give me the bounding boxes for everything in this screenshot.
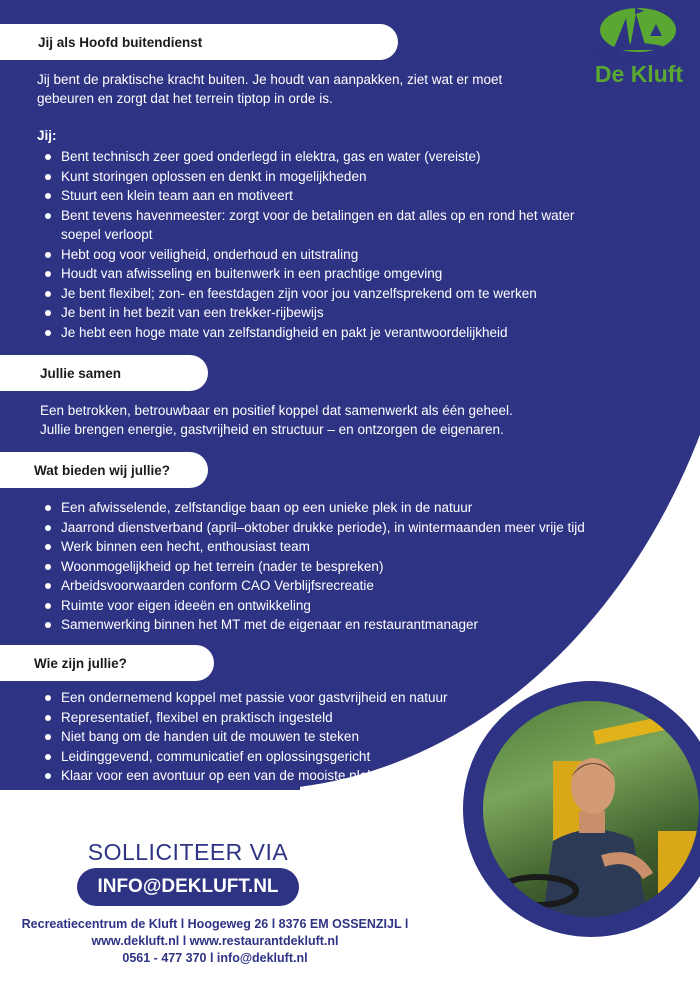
- footer-websites[interactable]: www.dekluft.nl l www.restaurantdekluft.nl: [91, 934, 339, 948]
- footer-contact: [0, 916, 430, 967]
- section-heading-text: Wat bieden wij jullie?: [34, 462, 171, 478]
- role-requirements-list: [35, 147, 575, 342]
- section-heading-role: [0, 24, 398, 60]
- section-heading-offer: [0, 452, 208, 488]
- together-line: Jullie brengen energie, gastvrijheid en structuur – en ontzorgen de eigenaren.: [40, 422, 504, 437]
- footer-address: Recreatiecentrum de Kluft l Hoogeweg 26 l 8376 EM OSSENZIJL l: [21, 917, 409, 931]
- logo-name: De Kluft: [594, 61, 684, 87]
- section-heading-text: Jij als Hoofd buitendienst: [38, 34, 203, 50]
- list-item: Arbeidsvoorwaarden conform CAO Verblijfsrecreatie: [35, 576, 635, 596]
- apply-heading: SOLLICITEER VIA: [87, 839, 289, 865]
- role-intro-line: gebeuren en zorgt dat het terrein tiptop in orde is.: [37, 91, 333, 106]
- list-item: Je bent flexibel; zon- en feestdagen zijn voor jou vanzelfsprekend om te werken: [35, 284, 575, 304]
- logo-tagline: RECREATIECENTRUM: [597, 52, 681, 59]
- list-item: Klaar voor een avontuur op een van de mooiste plekken van Nederland: [35, 766, 455, 805]
- section-heading-together: [0, 355, 208, 391]
- profile-photo: [483, 701, 699, 917]
- logo: [584, 6, 694, 90]
- offer-list: [35, 498, 635, 635]
- person-on-tractor-image: [483, 701, 699, 917]
- role-intro: [37, 70, 557, 108]
- list-item: Leidinggevend, communicatief en oplossingsgericht: [35, 747, 455, 767]
- list-item: Kunt storingen oplossen en denkt in mogelijkheden: [35, 167, 575, 187]
- together-line: Een betrokken, betrouwbaar en positief koppel dat samenwerkt als één geheel.: [40, 403, 513, 418]
- apply-email-link[interactable]: INFO@DEKLUFT.NL: [77, 868, 299, 906]
- label-jij: Jij:: [37, 128, 57, 143]
- list-item: Een afwisselende, zelfstandige baan op een unieke plek in de natuur: [35, 498, 635, 518]
- footer-phone-email[interactable]: 0561 - 477 370 l info@dekluft.nl: [122, 951, 308, 965]
- who-list: [35, 688, 455, 805]
- list-item: Je bent in het bezit van een trekker-rijbewijs: [35, 303, 575, 323]
- list-item: Stuurt een klein team aan en motiveert: [35, 186, 575, 206]
- list-item: Representatief, flexibel en praktisch ingesteld: [35, 708, 455, 728]
- list-item: Ruimte voor eigen ideeën en ontwikkeling: [35, 596, 635, 616]
- section-heading-who: [0, 645, 214, 681]
- list-item: Een ondernemend koppel met passie voor gastvrijheid en natuur: [35, 688, 455, 708]
- list-item: Bent tevens havenmeester: zorgt voor de betalingen en dat alles op en rond het water soepel verloopt: [35, 206, 575, 245]
- section-heading-text: Wie zijn jullie?: [34, 655, 127, 671]
- list-item: Je hebt een hoge mate van zelfstandigheid en pakt je verantwoordelijkheid: [35, 323, 575, 343]
- list-item: Samenwerking binnen het MT met de eigenaar en restaurantmanager: [35, 615, 635, 635]
- role-intro-line: Jij bent de praktische kracht buiten. Je houdt van aanpakken, ziet wat er moet: [37, 72, 503, 87]
- together-paragraph: [40, 401, 580, 439]
- list-item: Bent technisch zeer goed onderlegd in elektra, gas en water (vereiste): [35, 147, 575, 167]
- list-item: Werk binnen een hecht, enthousiast team: [35, 537, 635, 557]
- list-item: Hebt oog voor veiligheid, onderhoud en uitstraling: [35, 245, 575, 265]
- list-item: Woonmogelijkheid op het terrein (nader te bespreken): [35, 557, 635, 577]
- section-heading-text: Jullie samen: [40, 365, 122, 381]
- list-item: Houdt van afwisseling en buitenwerk in een prachtige omgeving: [35, 264, 575, 284]
- list-item: Jaarrond dienstverband (april–oktober drukke periode), in wintermaanden meer vrije tijd: [35, 518, 635, 538]
- list-item: Niet bang om de handen uit de mouwen te steken: [35, 727, 455, 747]
